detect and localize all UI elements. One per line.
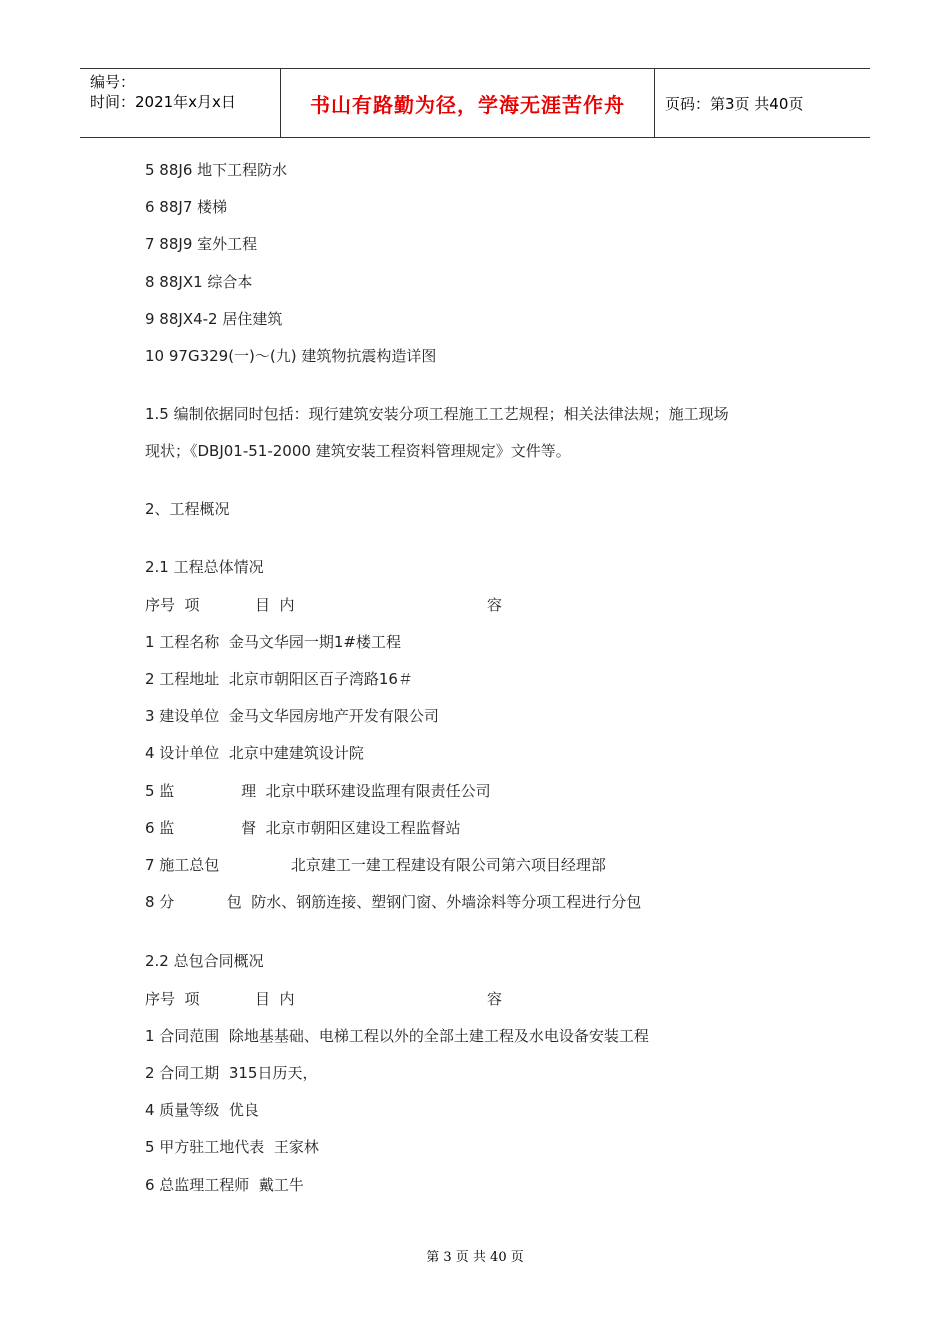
table-row: 1 合同范围 除地基基础、电梯工程以外的全部土建工程及水电设备安装工程 — [145, 1027, 649, 1045]
table-header — [145, 988, 505, 1010]
page-header — [80, 68, 870, 138]
header-col: 目 内 — [255, 596, 295, 614]
header-col: 容 — [487, 990, 503, 1008]
table-row: 2 工程地址 北京市朝阳区百子湾路16＃ — [145, 670, 413, 688]
section-title: 2、工程概况 — [145, 500, 230, 518]
basis-line-2: 现状；《DBJ01-51-2000 建筑安装工程资料管理规定》文件等。 — [145, 442, 571, 460]
standard-item: 7 88J9 室外工程 — [145, 235, 258, 253]
table-row: 4 质量等级 优良 — [145, 1101, 259, 1119]
standard-item: 8 88JX1 综合本 — [145, 273, 253, 291]
header-col: 容 — [487, 596, 503, 614]
standard-item: 10 97G329(一)～(九) 建筑物抗震构造详图 — [145, 347, 437, 365]
document-number-label: 编号： — [90, 73, 136, 91]
header-col: 目 内 — [255, 990, 295, 1008]
table-row: 6 总监理工程师 戴工牛 — [145, 1176, 304, 1194]
page-footer: 第 3 页 共 40 页 — [426, 1250, 524, 1265]
document-time-label: 时间：2021年x月x日 — [90, 93, 236, 111]
subsection-title: 2.2 总包合同概况 — [145, 952, 264, 970]
table-row: 5 甲方驻工地代表 王家林 — [145, 1138, 319, 1156]
standard-item: 5 88J6 地下工程防水 — [145, 161, 288, 179]
table-row: 4 设计单位 北京中建建筑设计院 — [145, 744, 364, 762]
subsection-title: 2.1 工程总体情况 — [145, 558, 264, 576]
table-row: 5 监 理 北京中联环建设监理有限责任公司 — [145, 782, 491, 800]
table-row: 2 合同工期 315日历天， — [145, 1064, 318, 1082]
table-row: 7 施工总包 北京建工一建工程建设有限公司第六项目经理部 — [145, 856, 606, 874]
table-row: 6 监 督 北京市朝阳区建设工程监督站 — [145, 819, 461, 837]
table-header — [145, 594, 505, 616]
table-row: 8 分 包 防水、钢筋连接、塑钢门窗、外墙涂料等分项工程进行分包 — [145, 893, 642, 911]
header-motto: 书山有路勤为径，学海无涯苦作舟 — [281, 69, 655, 137]
header-page-info: 页码：第3页 共40页 — [665, 94, 804, 113]
table-row: 3 建设单位 金马文华园房地产开发有限公司 — [145, 707, 439, 725]
standard-item: 9 88JX4-2 居住建筑 — [145, 310, 283, 328]
basis-line-1: 1.5 编制依据同时包括：现行建筑安装分项工程施工工艺规程；相关法律法规；施工现场 — [145, 405, 729, 423]
header-col: 序号 项 — [145, 990, 200, 1008]
standard-item: 6 88J7 楼梯 — [145, 198, 228, 216]
header-col: 序号 项 — [145, 596, 200, 614]
header-meta — [80, 69, 281, 137]
table-row: 1 工程名称 金马文华园一期1#楼工程 — [145, 633, 401, 651]
